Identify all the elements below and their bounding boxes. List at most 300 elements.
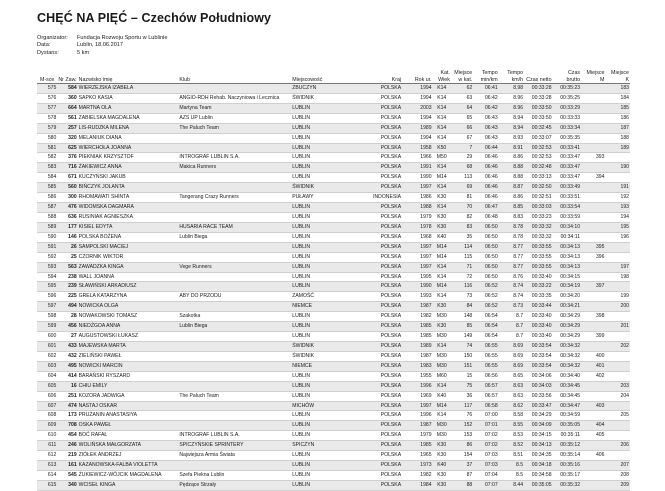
- cell-pace: 06:46: [484, 164, 498, 171]
- cell-mpos: [581, 203, 605, 213]
- cell-cat: M30: [436, 362, 447, 369]
- cell-country: POLSKA: [380, 114, 402, 121]
- cell-gross: 00:34:40: [560, 372, 581, 379]
- cell-club: [178, 212, 291, 222]
- cell-city: ZBUCZYN: [292, 85, 317, 91]
- cell-mpos: [581, 84, 605, 94]
- cell-pace: 06:43: [484, 134, 498, 141]
- cell-pace: 06:50: [484, 243, 498, 250]
- cell-catpos: 113: [464, 174, 473, 181]
- cell-cat: M30: [436, 432, 447, 439]
- cell-speed: 8.58: [513, 412, 524, 419]
- table-row: [37, 133, 630, 143]
- cell-speed: 8.78: [513, 233, 524, 240]
- cell-mpos: 394: [595, 174, 605, 181]
- cell-cat: K14: [437, 273, 447, 280]
- cell-catpos: 66: [466, 124, 473, 131]
- cell-city: LUBLIN: [292, 481, 311, 488]
- cell-mpos: 398: [595, 313, 605, 320]
- cell-year: 1985: [420, 442, 432, 449]
- cell-club: Szefa Piekna Lublin: [179, 471, 225, 478]
- cell-catpos: 63: [466, 94, 473, 101]
- cell-name: PIEKNIAK KRZYSZTOF: [78, 154, 134, 161]
- cell-cat: K50: [437, 144, 447, 151]
- cell-gross: 00:34:45: [560, 382, 581, 389]
- cell-country: POLSKA: [380, 452, 402, 459]
- cell-kpos: 197: [620, 263, 629, 270]
- cell-kpos: [605, 371, 630, 381]
- cell-net: 00:33:50: [531, 104, 552, 111]
- cell-club: [178, 361, 291, 371]
- cell-city: MICHÓW: [292, 402, 315, 409]
- cell-gross: 00:33:34: [560, 124, 581, 131]
- cell-m: 604: [47, 372, 57, 379]
- cell-gross: 00:34:13: [560, 263, 581, 270]
- cell-nr: 625: [68, 144, 77, 151]
- table-row: [37, 203, 630, 213]
- cell-m: 577: [47, 104, 57, 111]
- cell-gross: 00:34:59: [560, 412, 581, 419]
- cell-kpos: 204: [620, 392, 629, 399]
- cell-city: LUBLIN: [292, 462, 311, 469]
- cell-nr: 476: [68, 204, 77, 211]
- cell-catpos: 116: [464, 283, 473, 290]
- cell-club: ABY DO PRZODU: [179, 293, 222, 300]
- cell-year: 1984: [420, 481, 432, 488]
- column-header-mpos: Miejsce M: [581, 66, 605, 84]
- column-header-club: Klub: [178, 66, 291, 84]
- cell-gross: 00:33:33: [560, 114, 581, 121]
- cell-speed: 8.73: [513, 303, 524, 310]
- cell-m: 608: [47, 412, 57, 419]
- table-row: [37, 391, 630, 401]
- cell-city: LUBLIN: [292, 273, 311, 280]
- cell-year: 1997: [420, 253, 432, 260]
- cell-mpos: 395: [595, 243, 605, 250]
- cell-country: POLSKA: [380, 362, 402, 369]
- cell-m: 590: [47, 233, 57, 240]
- cell-name: AUGUSTOWSKI ŁUKASZ: [78, 333, 139, 340]
- cell-catpos: 15: [466, 372, 473, 379]
- cell-gross: 00:34:29: [560, 323, 581, 330]
- cell-year: 1987: [420, 352, 432, 359]
- cell-cat: K14: [437, 85, 447, 91]
- cell-country: POLSKA: [380, 432, 402, 439]
- cell-net: 00:33:28: [531, 85, 552, 91]
- cell-m: 591: [47, 243, 57, 250]
- cell-gross: 00:34:15: [560, 273, 581, 280]
- cell-kpos: 188: [620, 134, 629, 141]
- cell-kpos: [605, 451, 630, 461]
- table-row: [37, 282, 630, 292]
- cell-gross: 00:35:25: [560, 94, 581, 101]
- cell-city: LUBLIN: [292, 412, 311, 419]
- cell-city: LUBLIN: [292, 213, 311, 220]
- table-row: [37, 332, 630, 342]
- cell-nr: 432: [68, 352, 77, 359]
- cell-catpos: 88: [466, 481, 473, 488]
- cell-name: NOWICKI MARCIN: [78, 362, 123, 369]
- cell-gross: 00:34:29: [560, 313, 581, 320]
- cell-gross: 00:35:35: [560, 134, 581, 141]
- cell-city: NIEMCE: [292, 303, 313, 310]
- cell-city: LUBLIN: [292, 144, 311, 151]
- cell-country: POLSKA: [380, 352, 402, 359]
- cell-pace: 06:50: [484, 263, 498, 270]
- cell-kpos: 208: [620, 471, 629, 478]
- cell-kpos: 189: [620, 144, 629, 151]
- cell-country: POLSKA: [380, 333, 402, 340]
- column-header-year: Rok ur.: [402, 66, 433, 84]
- cell-kpos: [605, 361, 630, 371]
- cell-m: 605: [47, 382, 57, 389]
- cell-club: [178, 143, 291, 153]
- cell-speed: 8.77: [513, 263, 524, 270]
- cell-kpos: 207: [620, 462, 629, 469]
- meta-label: Dystans:: [37, 49, 59, 56]
- table-row: [37, 84, 630, 94]
- cell-year: 1969: [420, 392, 432, 399]
- results-table: [37, 66, 630, 491]
- meta-value: 5 km: [77, 49, 90, 56]
- cell-net: 00:33:13: [531, 174, 552, 181]
- cell-m: 583: [47, 164, 57, 171]
- cell-country: POLSKA: [380, 462, 402, 469]
- cell-pace: 06:46: [484, 174, 498, 181]
- cell-name: RHOMAWATI SHINTA: [78, 194, 130, 201]
- cell-pace: 06:43: [484, 124, 498, 131]
- cell-catpos: 74: [466, 342, 473, 349]
- cell-year: 1986: [420, 194, 432, 201]
- cell-gross: 00:33:47: [560, 154, 581, 161]
- cell-kpos: [605, 332, 630, 342]
- table-row: [37, 371, 630, 381]
- cell-kpos: 187: [620, 124, 629, 131]
- cell-gross: 00:34:21: [560, 303, 581, 310]
- cell-catpos: 153: [463, 432, 473, 439]
- table-row: [37, 451, 630, 461]
- cell-name: KOZORA JADWIGA: [78, 392, 125, 399]
- cell-net: 00:34:15: [531, 432, 552, 439]
- table-row: [37, 480, 630, 490]
- cell-net: 00:34:13: [531, 442, 552, 449]
- cell-gross: 00:35:23: [560, 85, 581, 91]
- cell-country: POLSKA: [380, 372, 402, 379]
- cell-pace: 06:43: [484, 114, 498, 121]
- cell-gross: 00:34:19: [560, 283, 581, 290]
- cell-pace: 07:03: [484, 462, 498, 469]
- cell-nr: 454: [68, 432, 77, 439]
- cell-kpos: [605, 173, 630, 183]
- cell-m: 575: [47, 85, 57, 91]
- cell-club: INTROGRAF LUBLIN S.A.: [179, 432, 240, 439]
- cell-mpos: 406: [595, 452, 605, 459]
- cell-pace: 06:47: [484, 204, 498, 211]
- cell-club: [178, 173, 291, 183]
- cell-kpos: 198: [620, 273, 629, 280]
- cell-name: NOWICKA OLGA: [78, 303, 119, 310]
- cell-name: ŻUKIEWICZ-WÓJCIK MAGDALENA: [78, 471, 162, 478]
- cell-net: 00:33:55: [531, 253, 552, 260]
- cell-mpos: [581, 143, 605, 153]
- cell-nr: 27: [70, 333, 77, 340]
- event-meta: [37, 35, 167, 57]
- cell-speed: 8.44: [513, 481, 524, 488]
- cell-mpos: 403: [595, 402, 605, 409]
- cell-year: 1982: [420, 471, 432, 478]
- cell-city: LUBLIN: [292, 124, 311, 131]
- cell-pace: 07:04: [484, 471, 498, 478]
- cell-kpos: 206: [620, 442, 629, 449]
- cell-nr: 636: [68, 213, 77, 220]
- cell-speed: 8.5: [516, 462, 524, 469]
- cell-net: 00:33:47: [531, 402, 552, 409]
- table-row: [37, 401, 630, 411]
- cell-cat: K40: [437, 462, 447, 469]
- cell-nr: 16: [70, 382, 77, 389]
- cell-club: [178, 381, 291, 391]
- cell-nr: 257: [68, 124, 77, 131]
- column-header-gross: Czas brutto: [553, 66, 581, 84]
- cell-kpos: 196: [620, 233, 629, 240]
- cell-cat: K30: [437, 213, 447, 220]
- cell-kpos: [605, 431, 630, 441]
- cell-name: WIDOMSKA DAGMARA: [78, 204, 134, 211]
- cell-net: 00:34:58: [531, 471, 552, 478]
- cell-kpos: [605, 401, 630, 411]
- table-row: [37, 183, 630, 193]
- cell-nr: 664: [68, 104, 77, 111]
- cell-m: 585: [47, 184, 57, 191]
- cell-gross: 00:35:16: [560, 462, 581, 469]
- cell-net: 00:32:48: [531, 164, 552, 171]
- cell-year: 1985: [420, 333, 432, 340]
- cell-club: [178, 401, 291, 411]
- cell-m: 607: [47, 402, 57, 409]
- cell-year: 1985: [420, 323, 432, 330]
- cell-speed: 8.7: [516, 323, 524, 330]
- cell-club: The Paluch Team: [179, 124, 219, 131]
- cell-club: Pędzące Strzały: [179, 481, 217, 488]
- cell-country: POLSKA: [380, 154, 402, 161]
- cell-mpos: [581, 163, 605, 173]
- cell-mpos: [581, 222, 605, 232]
- cell-m: 615: [47, 481, 57, 488]
- page-title: CHĘĆ NA PIĘĆ – Czechów Południowy: [37, 11, 272, 25]
- cell-cat: K30: [437, 303, 447, 310]
- cell-speed: 8.85: [513, 204, 524, 211]
- cell-cat: K14: [437, 114, 447, 121]
- cell-kpos: 201: [620, 323, 629, 330]
- cell-pace: 06:54: [484, 333, 498, 340]
- cell-name: ZIÓŁEK ANDRZEJ: [78, 452, 122, 459]
- cell-net: 00:34:18: [531, 462, 552, 469]
- cell-name: CHIU EMILY: [78, 382, 108, 389]
- cell-name: WCISEŁ KINGA: [78, 481, 116, 488]
- cell-pace: 07:01: [484, 422, 498, 429]
- cell-net: 00:33:55: [531, 263, 552, 270]
- cell-m: 576: [47, 94, 57, 101]
- cell-pace: 06:52: [484, 303, 498, 310]
- cell-club: [178, 351, 291, 361]
- cell-gross: 00:34:32: [560, 342, 581, 349]
- cell-net: 00:34:35: [531, 452, 552, 459]
- cell-city: LUBLIN: [292, 104, 311, 111]
- cell-year: 1989: [420, 124, 432, 131]
- cell-mpos: 399: [595, 333, 605, 340]
- cell-city: PUŁAWY: [292, 194, 314, 201]
- cell-catpos: 87: [466, 471, 473, 478]
- cell-m: 603: [47, 362, 57, 369]
- cell-gross: 00:35:12: [560, 442, 581, 449]
- cell-m: 609: [47, 422, 57, 429]
- cell-gross: 00:34:29: [560, 333, 581, 340]
- cell-nr: 239: [68, 283, 77, 290]
- cell-pace: 06:50: [484, 233, 498, 240]
- cell-name: MAJEWSKA MARTA: [78, 342, 126, 349]
- cell-country: POLSKA: [380, 124, 402, 131]
- cell-nr: 433: [68, 342, 77, 349]
- cell-speed: 8.74: [513, 293, 524, 300]
- cell-mpos: 397: [595, 283, 605, 290]
- cell-pace: 06:58: [484, 402, 498, 409]
- cell-net: 00:33:56: [531, 392, 552, 399]
- cell-name: BIŃCZYK JOLANTA: [78, 184, 125, 191]
- cell-pace: 07:07: [484, 481, 498, 488]
- cell-country: POLSKA: [380, 313, 402, 320]
- cell-speed: 8.88: [513, 174, 524, 181]
- cell-city: LUBLIN: [292, 253, 311, 260]
- column-header-nr: Nr Zaw.: [57, 66, 77, 84]
- cell-gross: 00:35:11: [560, 432, 581, 439]
- cell-cat: M30: [436, 422, 447, 429]
- column-header-net: Czas netto: [524, 66, 552, 84]
- cell-cat: K14: [437, 293, 447, 300]
- cell-m: 582: [47, 154, 57, 161]
- cell-country: POLSKA: [380, 342, 402, 349]
- cell-name: LIS-RUDZKA MILENA: [78, 124, 130, 131]
- cell-m: 597: [47, 303, 57, 310]
- cell-cat: K40: [437, 233, 447, 240]
- cell-country: POLSKA: [380, 303, 402, 310]
- cell-kpos: 190: [620, 164, 629, 171]
- table-row: [37, 242, 630, 252]
- cell-mpos: [581, 232, 605, 242]
- cell-nr: 28: [70, 313, 77, 320]
- table-row: [37, 252, 630, 262]
- cell-club: [178, 84, 291, 94]
- table-row: [37, 441, 630, 451]
- cell-country: POLSKA: [380, 85, 402, 91]
- cell-city: LUBLIN: [292, 283, 311, 290]
- cell-kpos: 195: [620, 223, 629, 230]
- cell-city: LUBLIN: [292, 164, 311, 171]
- cell-nr: 584: [68, 85, 77, 91]
- cell-pace: 06:50: [484, 223, 498, 230]
- cell-name: RUSINIAK AGNIESZKA: [78, 213, 134, 220]
- cell-cat: M60: [436, 372, 447, 379]
- cell-speed: 8.86: [513, 194, 524, 201]
- cell-cat: K14: [437, 412, 447, 419]
- cell-name: ZAWADZKA KINGA: [78, 263, 124, 270]
- cell-country: POLSKA: [380, 402, 402, 409]
- cell-city: LUBLIN: [292, 114, 311, 121]
- cell-cat: K30: [437, 323, 447, 330]
- cell-pace: 06:46: [484, 184, 498, 191]
- cell-nr: 360: [68, 94, 77, 101]
- cell-name: KUCZYŃSKI JAKUB: [78, 174, 126, 181]
- cell-year: 1996: [420, 382, 432, 389]
- cell-club: Martyna Team: [179, 104, 212, 111]
- cell-city: LUBLIN: [292, 422, 311, 429]
- cell-year: 1987: [420, 422, 432, 429]
- meta-label: Data:: [37, 42, 51, 49]
- cell-mpos: [581, 123, 605, 133]
- cell-pace: 07:00: [484, 412, 498, 419]
- cell-year: 1955: [420, 372, 432, 379]
- cell-club: [178, 411, 291, 421]
- cell-name: NASTAJ OSKAR: [78, 402, 118, 409]
- cell-net: 00:32:53: [531, 144, 552, 151]
- cell-club: [178, 133, 291, 143]
- cell-speed: 8.88: [513, 164, 524, 171]
- cell-m: 611: [48, 442, 57, 449]
- table-row: [37, 470, 630, 480]
- cell-net: 00:33:03: [531, 204, 552, 211]
- cell-mpos: [581, 391, 605, 401]
- cell-nr: 671: [68, 174, 77, 181]
- cell-country: POLSKA: [380, 233, 402, 240]
- cell-year: 1996: [420, 412, 432, 419]
- cell-m: 580: [47, 134, 57, 141]
- cell-year: 1958: [420, 144, 432, 151]
- cell-mpos: [581, 302, 605, 312]
- column-header-pace: Tempo min/km: [473, 66, 498, 84]
- cell-kpos: 193: [620, 204, 629, 211]
- table-row: [37, 341, 630, 351]
- cell-mpos: 393: [595, 154, 605, 161]
- cell-speed: 8.69: [513, 342, 524, 349]
- cell-city: LUBLIN: [292, 372, 311, 379]
- cell-net: 00:33:35: [531, 293, 552, 300]
- cell-speed: 8.52: [513, 442, 524, 449]
- cell-catpos: 76: [466, 412, 473, 419]
- table-row: [37, 381, 630, 391]
- cell-country: POLSKA: [380, 293, 402, 300]
- cell-year: 1993: [420, 293, 432, 300]
- cell-city: LUBLIN: [292, 323, 311, 330]
- table-row: [37, 292, 630, 302]
- cell-speed: 8.62: [513, 402, 524, 409]
- table-row: [37, 103, 630, 113]
- cell-net: 00:32:50: [531, 184, 552, 191]
- cell-club: [178, 302, 291, 312]
- cell-name: ZIELIŃSKI PAWEŁ: [78, 352, 122, 359]
- cell-catpos: 36: [466, 392, 473, 399]
- cell-net: 00:34:09: [531, 422, 552, 429]
- cell-nr: 340: [68, 481, 77, 488]
- cell-gross: 00:34:45: [560, 392, 581, 399]
- cell-country: POLSKA: [380, 263, 402, 270]
- cell-country: POLSKA: [380, 213, 402, 220]
- cell-pace: 06:54: [484, 323, 498, 330]
- cell-club: [178, 183, 291, 193]
- cell-city: LUBLIN: [292, 204, 311, 211]
- table-row: [37, 232, 630, 242]
- cell-catpos: 71: [466, 263, 473, 270]
- cell-cat: K14: [437, 204, 447, 211]
- cell-speed: 8.87: [513, 184, 524, 191]
